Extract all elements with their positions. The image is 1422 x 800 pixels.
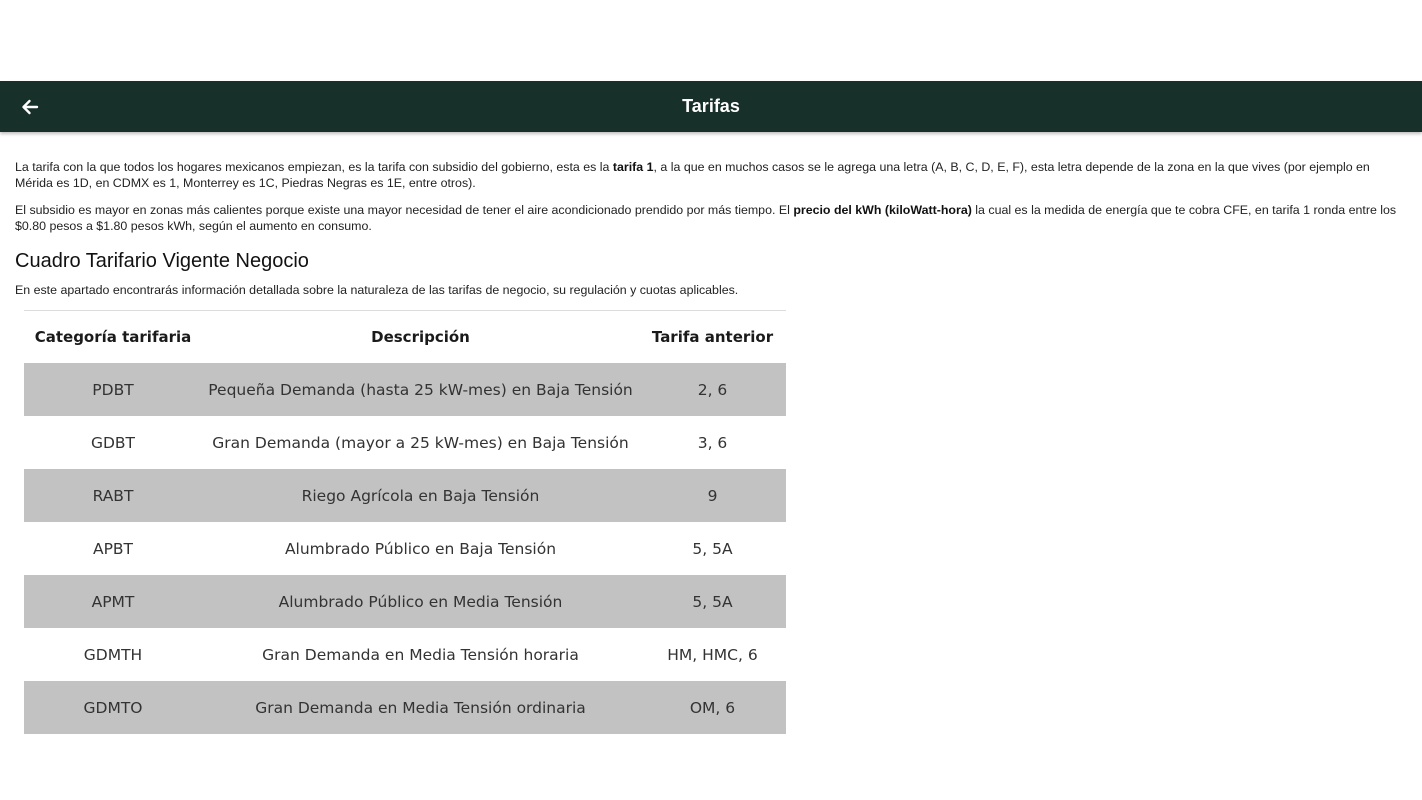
cell-previous-tariff: 9 bbox=[707, 486, 718, 505]
header-description: Descripción bbox=[371, 328, 470, 346]
cell-category: GDBT bbox=[90, 433, 136, 452]
intro-text: La tarifa con la que todos los hogares mexicanos empiezan, es la tarifa con subsidio del gobierno, esta es la bbox=[15, 160, 613, 174]
intro-paragraph-2 bbox=[15, 203, 1407, 234]
cell-category: PDBT bbox=[92, 380, 134, 399]
top-spacer bbox=[0, 0, 1422, 81]
cell-previous-tariff: OM, 6 bbox=[689, 698, 736, 717]
cell-description: Gran Demanda en Media Tensión horaria bbox=[262, 645, 579, 664]
table-row bbox=[24, 363, 786, 416]
intro-text: El subsidio es mayor en zonas más calientes porque existe una mayor necesidad de tener el aire acondicionado prendido por más tiempo. El bbox=[15, 203, 794, 217]
header-category: Categoría tarifaria bbox=[34, 328, 192, 346]
main-content bbox=[0, 132, 1422, 734]
table-row bbox=[24, 522, 786, 575]
cell-description: Pequeña Demanda (hasta 25 kW-mes) en Baja Tensión bbox=[208, 380, 633, 399]
intro-text: la cual es la medida de energía que te cobra CFE, en tarifa 1 ronda entre los $0.80 pesos a $1.80 pesos kWh, según el aumento en consumo. bbox=[15, 203, 1397, 233]
table-body bbox=[24, 363, 786, 734]
cell-category: APMT bbox=[91, 592, 135, 611]
cell-description: Alumbrado Público en Media Tensión bbox=[278, 592, 563, 611]
cell-description: Riego Agrícola en Baja Tensión bbox=[301, 486, 540, 505]
cell-category: APBT bbox=[92, 539, 134, 558]
cell-description: Alumbrado Público en Baja Tensión bbox=[284, 539, 557, 558]
arrow-left-icon bbox=[21, 98, 39, 116]
table-row bbox=[24, 681, 786, 734]
intro-text: , a la que en muchos casos se le agrega una letra (A, B, C, D, E, F), esta letra depende de la zona en la que vives (por ejemplo en Mérida es 1D, en CDMX es 1, Monterrey es 1C, Piedras Negras es 1E, entre otros). bbox=[15, 160, 1370, 190]
cell-category: GDMTH bbox=[83, 645, 143, 664]
page-title: Tarifas bbox=[682, 96, 740, 116]
cell-category: GDMTO bbox=[83, 698, 143, 717]
table-row bbox=[24, 628, 786, 681]
intro-bold-text: tarifa 1 bbox=[612, 160, 654, 174]
intro-paragraph-1 bbox=[15, 160, 1407, 191]
cell-previous-tariff: 5, 5A bbox=[692, 592, 733, 611]
table-header bbox=[24, 311, 786, 363]
header-previous-tariff: Tarifa anterior bbox=[651, 328, 774, 346]
back-button[interactable] bbox=[16, 93, 44, 121]
table-row bbox=[24, 469, 786, 522]
app-bar bbox=[0, 81, 1422, 132]
cell-description: Gran Demanda en Media Tensión ordinaria bbox=[255, 698, 586, 717]
section-title: Cuadro Tarifario Vigente Negocio bbox=[15, 250, 309, 272]
cell-previous-tariff: 3, 6 bbox=[697, 433, 728, 452]
cell-previous-tariff: HM, HMC, 6 bbox=[667, 645, 758, 664]
cell-previous-tariff: 2, 6 bbox=[697, 380, 728, 399]
intro-bold-text: precio del kWh (kiloWatt-hora) bbox=[793, 203, 972, 217]
section-description: En este apartado encontrarás información detallada sobre la naturaleza de las tarifas de negocio, su regulación y cuotas aplicables. bbox=[15, 283, 739, 297]
cell-description: Gran Demanda (mayor a 25 kW-mes) en Baja Tensión bbox=[212, 433, 629, 452]
tariff-table bbox=[24, 310, 786, 734]
table-row bbox=[24, 575, 786, 628]
table-row bbox=[24, 416, 786, 469]
cell-category: RABT bbox=[92, 486, 134, 505]
cell-previous-tariff: 5, 5A bbox=[692, 539, 733, 558]
